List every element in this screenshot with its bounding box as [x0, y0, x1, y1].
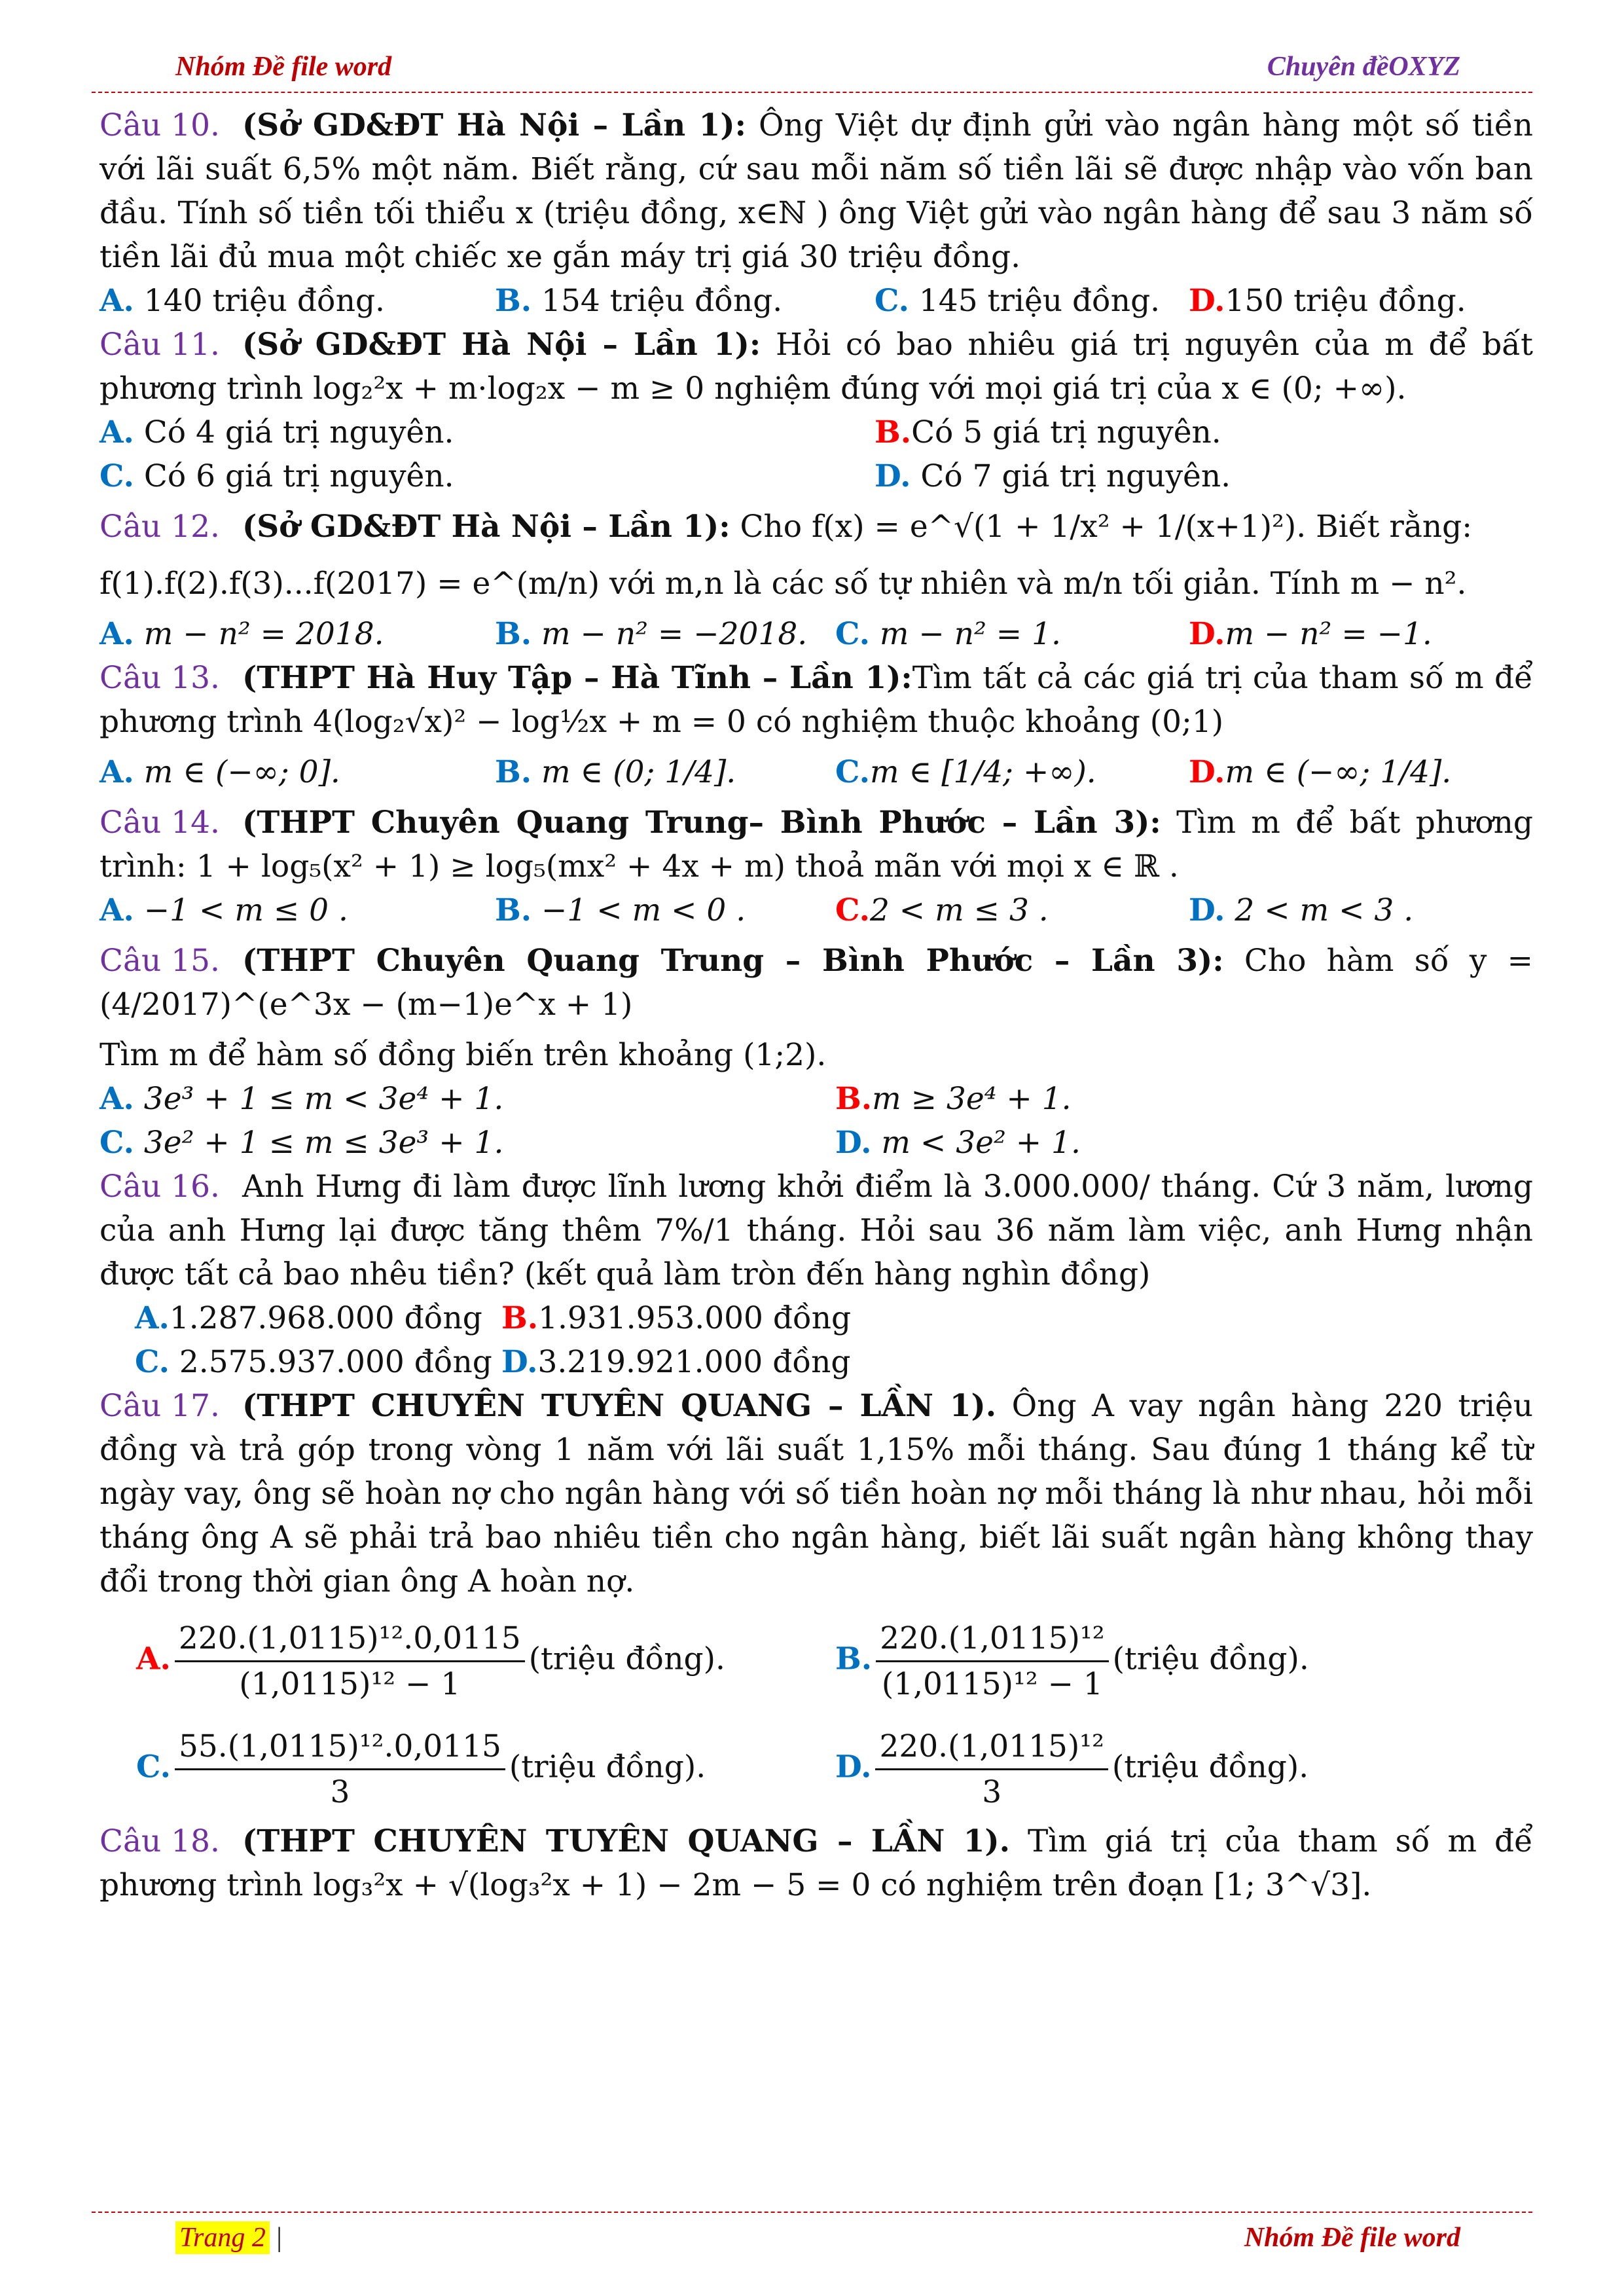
option-c: C.m ∈ [1/4; +∞).	[835, 754, 1096, 790]
option-d: D.m ∈ (−∞; 1/4].	[1189, 754, 1452, 790]
question-source: (Sở GD&ĐT Hà Nội – Lần 1):	[242, 107, 746, 143]
answer-options	[99, 888, 1533, 932]
option-c: C. $\frac{\text{55.(1,0115)¹².0,0115}}{3}$ (triệu đồng).	[136, 1724, 835, 1814]
option-a: A. 3e³ + 1 ≤ m < 3e⁴ + 1.	[99, 1081, 504, 1117]
option-c: C. 2.575.937.000 đồng	[135, 1344, 492, 1380]
option-d: D.150 triệu đồng.	[1189, 283, 1466, 319]
question-text: Hỏi có bao nhiêu giá trị nguyên của m để bất phương trình log₂²x + m·log₂x − m ≥ 0 nghiệm đúng với mọi giá trị của x ∈ (0; +∞).	[99, 327, 1533, 407]
header-divider	[92, 92, 1532, 93]
option-b: B.m ≥ 3e⁴ + 1.	[835, 1081, 1072, 1117]
option-a: A. m ∈ (−∞; 0].	[99, 754, 340, 790]
question-15	[99, 932, 1533, 1165]
option-b: B. 154 triệu đồng.	[495, 283, 783, 319]
question-label: Câu 13.	[99, 660, 220, 696]
option-d: D. m < 3e² + 1.	[835, 1125, 1081, 1161]
footer-group-name: Nhóm Đề file word	[1244, 2223, 1460, 2253]
option-b: B.Có 5 giá trị nguyên.	[875, 414, 1221, 450]
option-c: C. Có 6 giá trị nguyên.	[99, 458, 454, 494]
question-text: Tìm m để bất phương trình: 1 + log₅(x² + 1) ≥ log₅(mx² + 4x + m) thoả mãn với mọi x ∈ ℝ .	[99, 805, 1533, 884]
question-intro: Cho f(x) = e^√(1 + 1/x² + 1/(x+1)²). Biết rằng:	[740, 509, 1473, 545]
option-a: A. $\frac{\text{220.(1,0115)¹².0,0115}}{\text{(1,0115)¹² − 1}}$ (triệu đồng).	[136, 1616, 835, 1706]
question-11	[99, 323, 1533, 498]
question-13	[99, 656, 1533, 801]
option-b: B.1.931.953.000 đồng	[501, 1300, 852, 1336]
question-source: (THPT Chuyên Quang Trung– Bình Phước – Lần 3):	[242, 805, 1161, 841]
question-text: Anh Hưng đi làm được lĩnh lương khởi điểm là 3.000.000/ tháng. Cứ 3 năm, lương của anh Hưng lại được tăng thêm 7%/1 tháng. Hỏi sau 36 năm làm việc, anh Hưng nhận được tất cả bao nhêu tiền? (kết quả làm tròn đến hàng nghìn đồng)	[99, 1169, 1533, 1292]
option-a: A. m − n² = 2018.	[99, 616, 384, 652]
option-b: B. m ∈ (0; 1/4].	[495, 754, 736, 790]
question-10	[99, 103, 1533, 323]
answer-options	[99, 1724, 1533, 1814]
option-d: D.3.219.921.000 đồng	[501, 1344, 851, 1380]
question-14	[99, 801, 1533, 932]
answer-options	[99, 279, 1533, 323]
question-17	[99, 1384, 1533, 1814]
footer-page	[175, 2222, 282, 2253]
question-18	[99, 1819, 1533, 1907]
option-c: C.2 < m ≤ 3 .	[835, 892, 1049, 928]
question-label: Câu 17.	[99, 1388, 220, 1424]
question-text: Tìm tất cả các giá trị của tham số m để phương trình 4(log₂√x)² − log½x + m = 0 có nghiệm thuộc khoảng (0;1)	[99, 660, 1534, 740]
answer-options	[99, 1296, 1533, 1340]
option-c: C. 3e² + 1 ≤ m ≤ 3e³ + 1.	[99, 1125, 504, 1161]
header-group-name: Nhóm Đề file word	[175, 52, 392, 82]
option-a: A. 140 triệu đồng.	[99, 283, 385, 319]
question-12	[99, 498, 1533, 656]
answer-options	[99, 1340, 1533, 1384]
question-label: Câu 12.	[99, 509, 220, 545]
question-source: (Sở GD&ĐT Hà Nội – Lần 1):	[242, 327, 761, 363]
question-text: Tìm giá trị của tham số m để phương trình log₃²x + √(log₃²x + 1) − 2m − 5 = 0 có nghiệm trên đoạn [1; 3^√3].	[99, 1823, 1533, 1903]
option-b: B. $\frac{\text{220.(1,0115)¹²}}{\text{(1,0115)¹² − 1}}$ (triệu đồng).	[835, 1616, 1309, 1706]
footer-separator: |	[276, 2223, 282, 2253]
question-source: (THPT Chuyên Quang Trung – Bình Phước – Lần 3):	[242, 943, 1224, 979]
question-text: f(1).f(2).f(3)...f(2017) = e^(m/n) với m,n là các số tự nhiên và m/n tối giản. Tính m − n².	[99, 566, 1467, 602]
answer-options	[99, 1616, 1533, 1706]
question-source: (THPT Hà Huy Tập – Hà Tĩnh – Lần 1):	[242, 660, 912, 696]
page-number: Trang 2	[175, 2221, 270, 2254]
answer-options	[99, 744, 1533, 801]
footer-divider	[92, 2212, 1532, 2213]
question-text: Ông A vay ngân hàng 220 triệu đồng và trả góp trong vòng 1 năm với lãi suất 1,15% mỗi tháng. Sau đúng 1 tháng kể từ ngày vay, ông sẽ hoàn nợ cho ngân hàng với số tiền hoàn nợ mỗi tháng là như nhau, hỏi mỗi tháng ông A sẽ phải trả bao nhiêu tiền cho ngân hàng, biết lãi suất ngân hàng không thay đổi trong thời gian ông A hoàn nợ.	[99, 1388, 1533, 1599]
question-source: (THPT CHUYÊN TUYÊN QUANG – LẦN 1).	[242, 1823, 1011, 1859]
option-a: A. Có 4 giá trị nguyên.	[99, 414, 454, 450]
question-intro: Cho hàm số y = (4/2017)^(e^3x − (m−1)e^x + 1)	[99, 943, 1533, 1023]
option-a: A.1.287.968.000 đồng	[135, 1300, 482, 1336]
option-c: C. 145 triệu đồng.	[875, 283, 1161, 319]
question-label: Câu 10.	[99, 107, 220, 143]
question-label: Câu 14.	[99, 805, 220, 841]
question-source: (THPT CHUYÊN TUYÊN QUANG – LẦN 1).	[242, 1388, 997, 1424]
option-a: A. −1 < m ≤ 0 .	[99, 892, 348, 928]
answer-options	[99, 454, 1533, 498]
question-text: Ông Việt dự định gửi vào ngân hàng một số tiền với lãi suất 6,5% một năm. Biết rằng, cứ sau mỗi năm số tiền lãi sẽ được nhập vào vốn ban đầu. Tính số tiền tối thiểu x (triệu đồng, x∈ℕ ) ông Việt gửi vào ngân hàng để sau 3 năm số tiền lãi đủ mua một chiếc xe gắn máy trị giá 30 triệu đồng.	[99, 107, 1534, 275]
question-label: Câu 18.	[99, 1823, 220, 1859]
option-d: D.m − n² = −1.	[1189, 616, 1432, 652]
option-c: C. m − n² = 1.	[835, 616, 1061, 652]
question-label: Câu 16.	[99, 1169, 220, 1205]
question-16	[99, 1165, 1533, 1384]
question-source: (Sở GD&ĐT Hà Nội – Lần 1):	[242, 509, 731, 545]
question-text: Tìm m để hàm số đồng biến trên khoảng (1;2).	[99, 1037, 827, 1073]
answer-options	[99, 1121, 1533, 1165]
header-topic: Chuyên đềOXYZ	[1267, 52, 1460, 82]
answer-options	[99, 410, 1533, 454]
option-b: B. m − n² = −2018.	[495, 616, 808, 652]
option-b: B. −1 < m < 0 .	[495, 892, 746, 928]
option-d: D. $\frac{\text{220.(1,0115)¹²}}{3}$ (triệu đồng).	[835, 1724, 1308, 1814]
answer-options	[99, 612, 1533, 656]
document-body	[99, 103, 1533, 1907]
question-label: Câu 11.	[99, 327, 220, 363]
option-d: D. 2 < m < 3 .	[1189, 892, 1414, 928]
option-d: D. Có 7 giá trị nguyên.	[875, 458, 1231, 494]
answer-options	[99, 1077, 1533, 1121]
question-label: Câu 15.	[99, 943, 220, 979]
